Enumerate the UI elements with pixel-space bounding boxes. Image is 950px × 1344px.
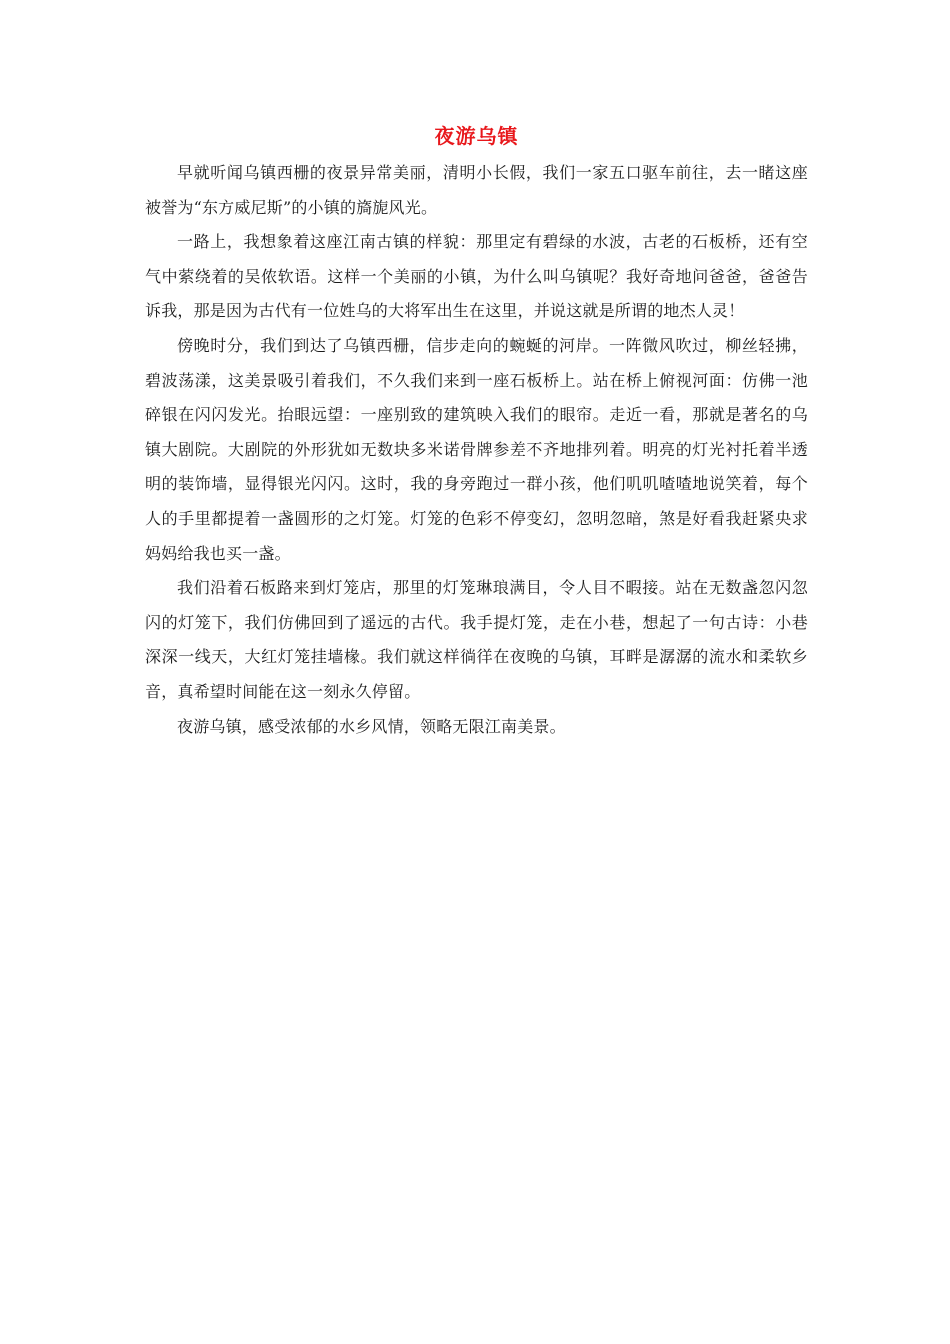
paragraph-1: 早就听闻乌镇西栅的夜景异常美丽，清明小长假，我们一家五口驱车前往，去一睹这座被誉为“东方威尼斯”的小镇的旖旎风光。	[145, 163, 808, 217]
document-title: 夜游乌镇	[434, 124, 519, 148]
paragraph-5: 夜游乌镇，感受浓郁的水乡风情，领略无限江南美景。	[177, 716, 566, 736]
paragraph-4: 我们沿着石板路来到灯笼店，那里的灯笼琳琅满目，令人目不暇接。站在无数盏忽闪忽闪的灯笼下，我们仿佛回到了遥远的古代。我手提灯笼，走在小巷，想起了一句古诗：小巷深深一线天，大红灯笼挂墙椽。我们就这样徜徉在夜晚的乌镇，耳畔是潺潺的流水和柔软乡音，真希望时间能在这一刻永久停留。	[145, 578, 808, 701]
document-page	[145, 120, 808, 744]
paragraph-2: 一路上，我想象着这座江南古镇的样貌：那里定有碧绿的水波，古老的石板桥，还有空气中萦绕着的吴侬软语。这样一个美丽的小镇，为什么叫乌镇呢？我好奇地问爸爸，爸爸告诉我，那是因为古代有一位姓乌的大将军出生在这里，并说这就是所谓的地杰人灵！	[145, 232, 808, 321]
paragraph-3: 傍晚时分，我们到达了乌镇西栅，信步走向的蜿蜒的河岸。一阵微风吹过，柳丝轻拂，碧波荡漾，这美景吸引着我们，不久我们来到一座石板桥上。站在桥上俯视河面：仿佛一池碎银在闪闪发光。抬眼远望：一座别致的建筑映入我们的眼帘。走近一看，那就是著名的乌镇大剧院。大剧院的外形犹如无数块多米诺骨牌参差不齐地排列着。明亮的灯光衬托着半透明的装饰墙，显得银光闪闪。这时，我的身旁跑过一群小孩，他们叽叽喳喳地说笑着，每个人的手里都提着一盏圆形的之灯笼。灯笼的色彩不停变幻，忽明忽暗，煞是好看我赶紧央求妈妈给我也买一盏。	[145, 335, 808, 563]
